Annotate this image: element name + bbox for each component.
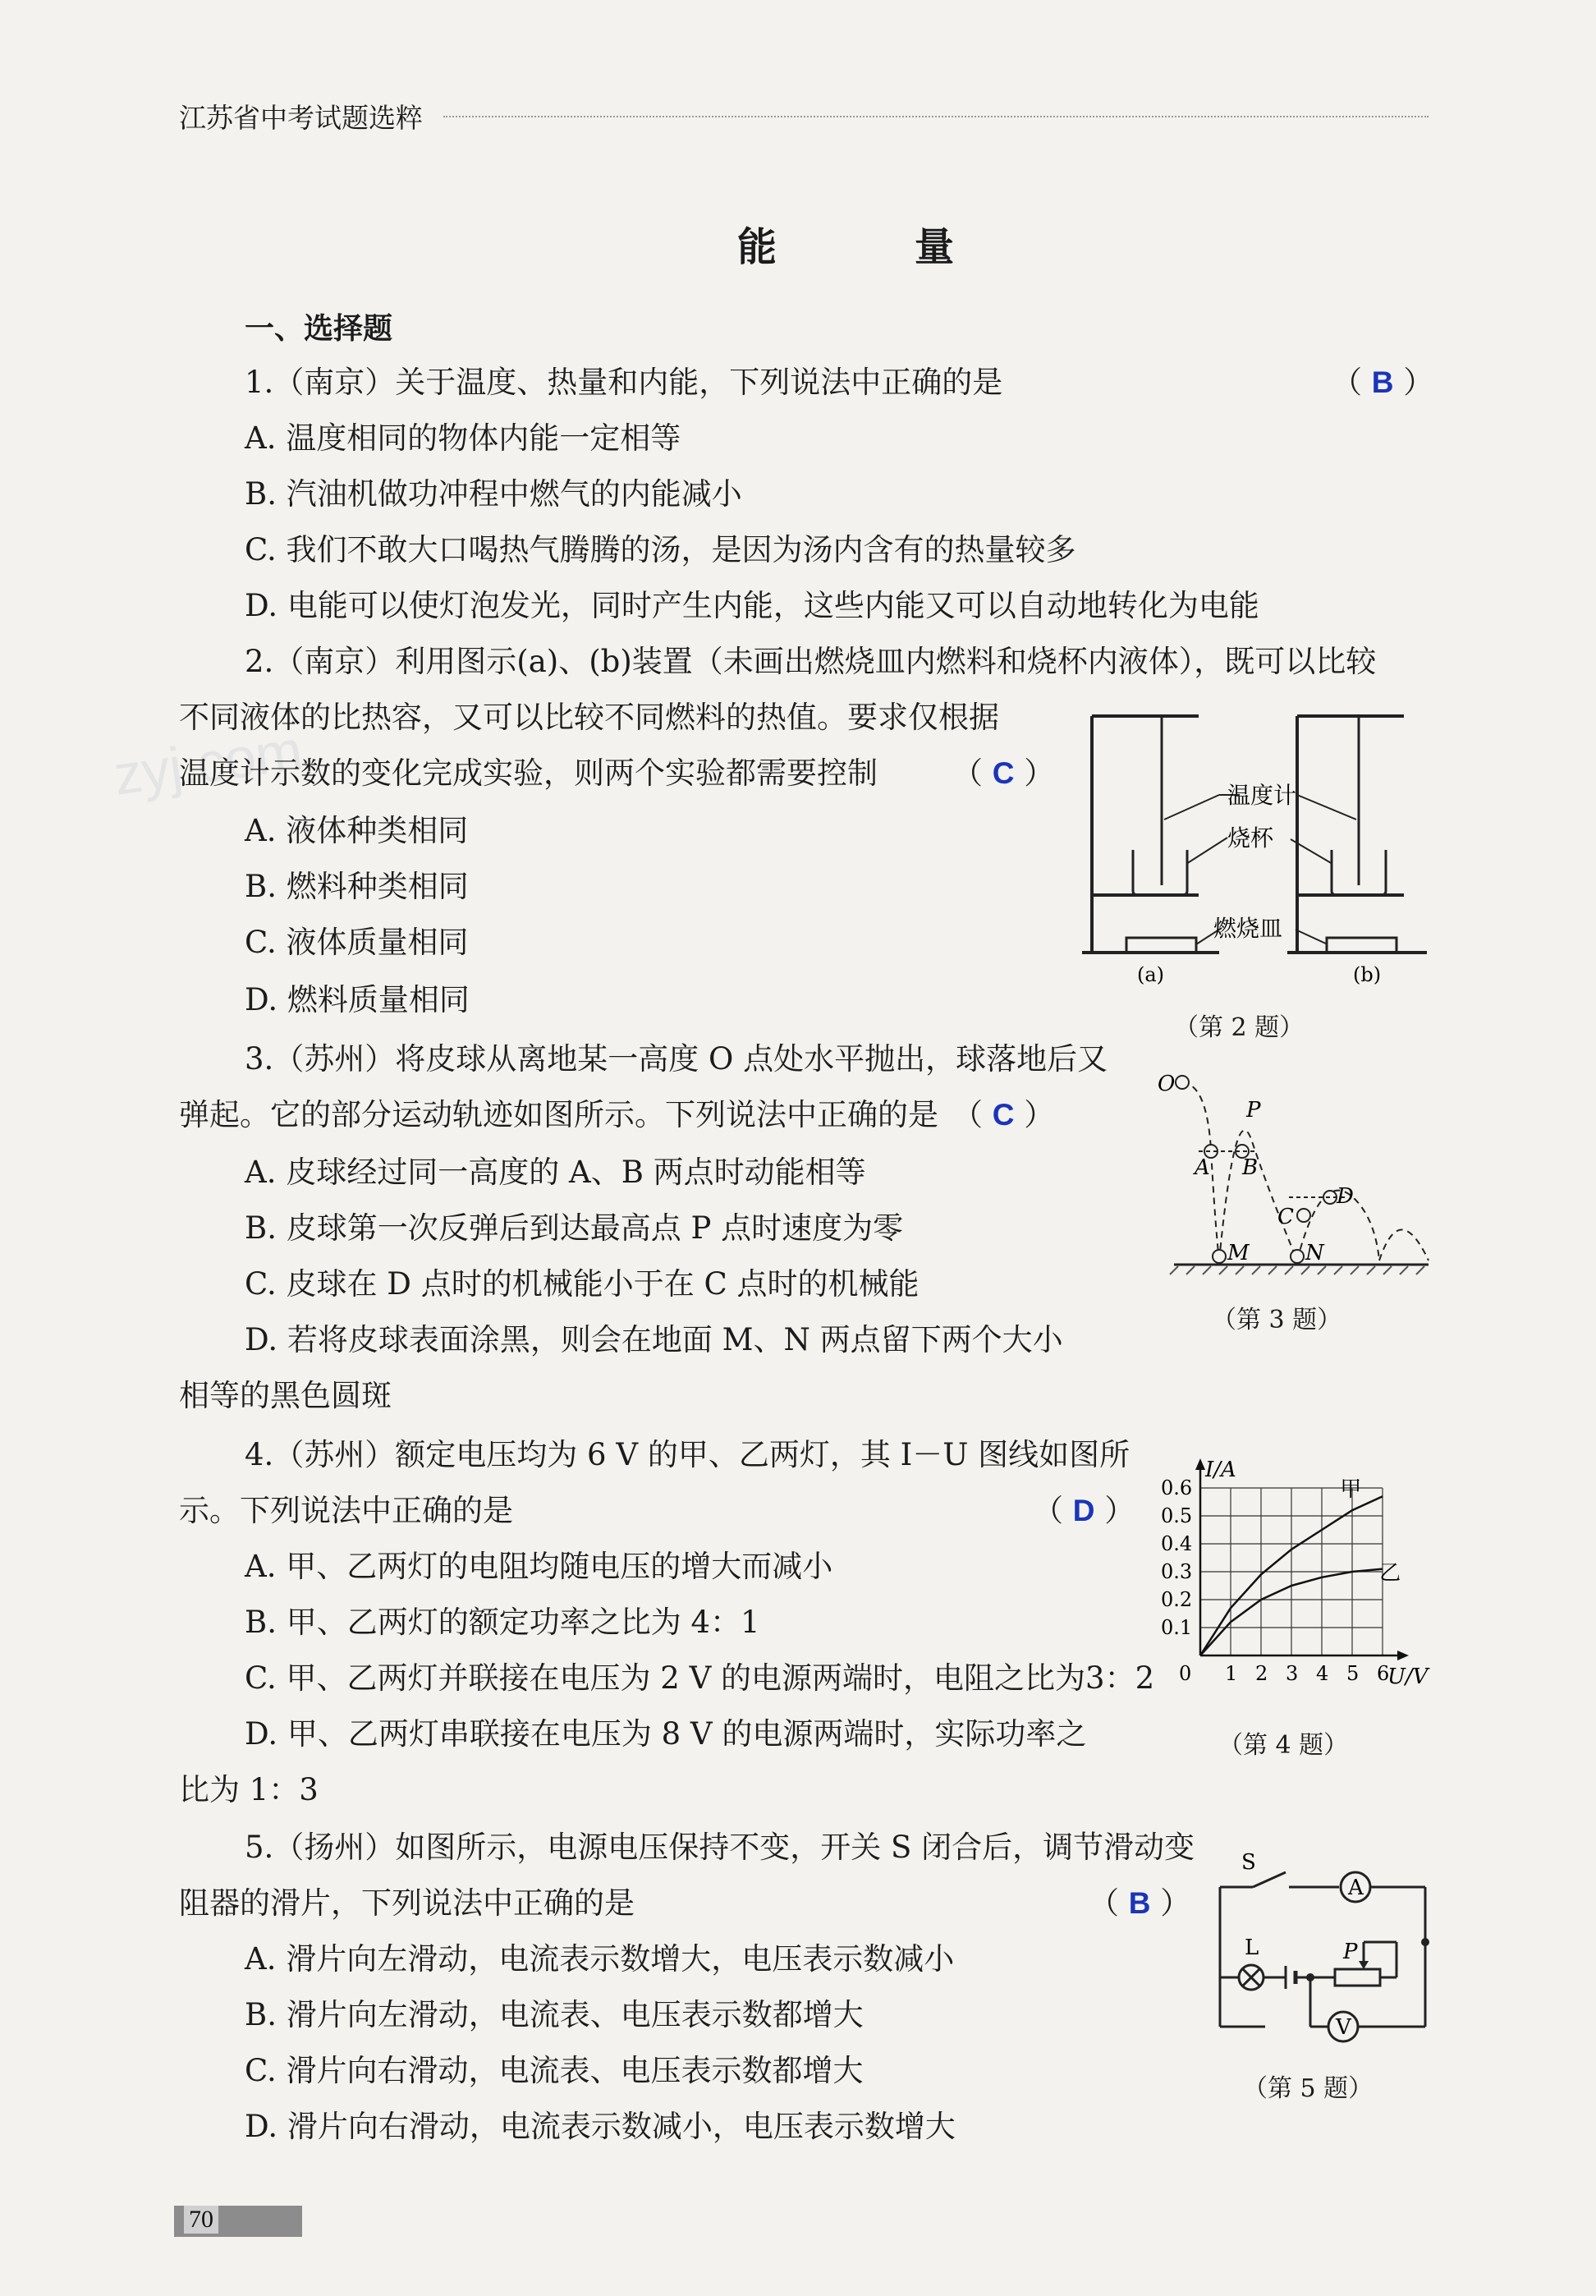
q5-option-b: B. 滑片向左滑动，电流表、电压表示数都增大 [245, 1997, 864, 2032]
fig3-point-p: P [1246, 1098, 1261, 1123]
q2-option-c: C. 液体质量相同 [245, 925, 469, 960]
x-tick-label: 3 [1286, 1662, 1299, 1685]
q3-option-c: C. 皮球在 D 点时的机械能小于在 C 点时的机械能 [245, 1266, 920, 1302]
q4-option-d-cont: 比为 1：3 [179, 1772, 319, 1807]
q2-answer: （ C ） [952, 755, 1055, 791]
chart-axes [1195, 1458, 1409, 1660]
q1-stem: 1.（南京）关于温度、热量和内能，下列说法中正确的是 [245, 365, 1003, 400]
q1-option-b: B. 汽油机做功冲程中燃气的内能减小 [245, 476, 742, 512]
figure-2-apparatus [1075, 706, 1437, 994]
q1-option-a: A. 温度相同的物体内能一定相等 [245, 420, 681, 456]
q4-answer: （ D ） [1033, 1493, 1135, 1528]
q2-stem-1: 2.（南京）利用图示(a)、(b)装置（未画出燃烧皿内燃料和烧杯内液体），既可以比较 [245, 644, 1377, 679]
page-number: 70 [184, 2206, 218, 2234]
fig5-lamp-label: L [1245, 1936, 1259, 1960]
y-tick-label: 0.4 [1161, 1532, 1193, 1555]
fig3-point-n: N [1305, 1241, 1324, 1265]
fig5-ammeter-label: A [1348, 1876, 1364, 1900]
x-tick-label: 4 [1316, 1662, 1329, 1685]
q3-option-b: B. 皮球第一次反弹后到达最高点 P 点时速度为零 [245, 1210, 904, 1246]
fig3-point-b: B [1242, 1155, 1259, 1180]
running-header: 江苏省中考试题选粹 [179, 102, 423, 134]
q5-answer: （ B ） [1089, 1885, 1191, 1921]
fig2-sub-b: (b) [1353, 963, 1382, 986]
q4-answer-value: D [1072, 1494, 1095, 1527]
x-tick-label: 1 [1225, 1662, 1238, 1685]
x-tick-label: 2 [1255, 1662, 1268, 1685]
section-heading: 一、选择题 [245, 312, 393, 346]
y-tick-label: 0.3 [1161, 1560, 1193, 1583]
q4-option-b: B. 甲、乙两灯的额定功率之比为 4：1 [245, 1605, 760, 1640]
figure-5-caption: （第 5 题） [1243, 2074, 1374, 2103]
q5-option-a: A. 滑片向左滑动，电流表示数增大，电压表示数减小 [245, 1941, 955, 1977]
q4-option-d: D. 甲、乙两灯串联接在电压为 8 V 的电源两端时，实际功率之 [245, 1716, 1087, 1752]
series-label: 乙 [1379, 1561, 1401, 1587]
x-axis-arrow [1397, 1651, 1409, 1660]
q3-stem-2: 弹起。它的部分运动轨迹如图所示。下列说法中正确的是 [179, 1097, 938, 1132]
x-axis-label: U/V [1387, 1665, 1429, 1689]
q3-option-a: A. 皮球经过同一高度的 A、B 两点时动能相等 [245, 1155, 866, 1190]
y-axis-arrow [1195, 1458, 1205, 1470]
q3-answer: （ C ） [952, 1097, 1055, 1132]
fig5-slider-label: P [1343, 1940, 1358, 1964]
q1-option-c: C. 我们不敢大口喝热气腾腾的汤，是因为汤内含有的热量较多 [245, 532, 1076, 567]
q4-option-c: C. 甲、乙两灯并联接在电压为 2 V 的电源两端时，电阻之比为3：2 [245, 1660, 1155, 1696]
q2-stem-3: 温度计示数的变化完成实验，则两个实验都需要控制 [179, 755, 878, 791]
q2-option-b: B. 燃料种类相同 [245, 869, 469, 904]
fig2-label-beaker: 烧杯 [1227, 824, 1274, 852]
x-tick-label: 5 [1346, 1662, 1360, 1685]
fig2-label-burner: 燃烧皿 [1213, 915, 1283, 942]
q4-option-a: A. 甲、乙两灯的电阻均随电压的增大而减小 [245, 1549, 833, 1584]
fig3-point-o: O [1158, 1072, 1176, 1096]
q5-option-d: D. 滑片向右滑动，电流表示数减小，电压表示数增大 [245, 2109, 956, 2144]
q5-option-c: C. 滑片向右滑动，电流表、电压表示数都增大 [245, 2053, 864, 2088]
fig3-point-c: C [1277, 1205, 1294, 1229]
q3-option-d: D. 若将皮球表面涂黑，则会在地面 M、N 两点留下两个大小 [245, 1322, 1063, 1357]
y-axis-label: I/A [1205, 1458, 1236, 1482]
y-tick-label: 0.2 [1161, 1588, 1193, 1611]
series-label: 甲 [1340, 1477, 1362, 1503]
x-tick-label: 0 [1179, 1662, 1192, 1685]
fig5-switch-label: S [1241, 1850, 1256, 1875]
q2-option-a: A. 液体种类相同 [245, 813, 469, 848]
q2-stem-2: 不同液体的比热容，又可以比较不同燃料的热值。要求仅根据 [179, 700, 999, 735]
figure-5-circuit [1204, 1839, 1442, 2053]
q3-option-d-cont: 相等的黑色圆斑 [179, 1378, 392, 1413]
figure-3-trajectory [1158, 1059, 1437, 1281]
q1-answer: （ B ） [1332, 365, 1434, 400]
figure-2-caption: （第 2 题） [1174, 1013, 1305, 1042]
fig3-point-m: M [1227, 1241, 1250, 1265]
fig3-point-d: D [1337, 1184, 1354, 1209]
figure-4-caption: （第 4 题） [1218, 1731, 1349, 1760]
y-tick-label: 0.5 [1161, 1504, 1193, 1527]
figure-3-caption: （第 3 题） [1212, 1306, 1342, 1334]
fig3-point-a: A [1195, 1155, 1210, 1180]
q1-option-d: D. 电能可以使灯泡发光，同时产生内能，这些内能又可以自动地转化为电能 [245, 588, 1259, 623]
fig2-sub-a: (a) [1137, 963, 1165, 986]
page-title: 能 量 [737, 224, 1004, 270]
y-tick-label: 0.6 [1161, 1476, 1193, 1499]
q3-answer-value: C [992, 1098, 1015, 1132]
x-tick-label: 6 [1377, 1662, 1390, 1685]
q4-stem-2: 示。下列说法中正确的是 [179, 1493, 513, 1528]
y-tick-label: 0.1 [1161, 1616, 1193, 1639]
q3-stem-1: 3.（苏州）将皮球从离地某一高度 O 点处水平抛出，球落地后又 [245, 1041, 1108, 1077]
q5-stem-1: 5.（扬州）如图所示，电源电压保持不变，开关 S 闭合后，调节滑动变 [245, 1830, 1195, 1865]
q5-answer-value: B [1128, 1886, 1151, 1920]
q1-answer-value: B [1371, 365, 1394, 399]
fig2-label-thermometer: 温度计 [1227, 782, 1297, 809]
q5-stem-2: 阻器的滑片，下列说法中正确的是 [179, 1885, 635, 1921]
fig5-voltmeter-label: V [1336, 2015, 1351, 2040]
watermark: zyj.com [109, 719, 306, 807]
q2-answer-value: C [992, 756, 1015, 790]
header-rule [443, 116, 1429, 117]
q4-stem-1: 4.（苏州）额定电压均为 6 V 的甲、乙两灯，其 I－U 图线如图所 [245, 1437, 1130, 1472]
q2-option-d: D. 燃料质量相同 [245, 982, 470, 1017]
figure-4-iu-chart [1149, 1452, 1437, 1698]
